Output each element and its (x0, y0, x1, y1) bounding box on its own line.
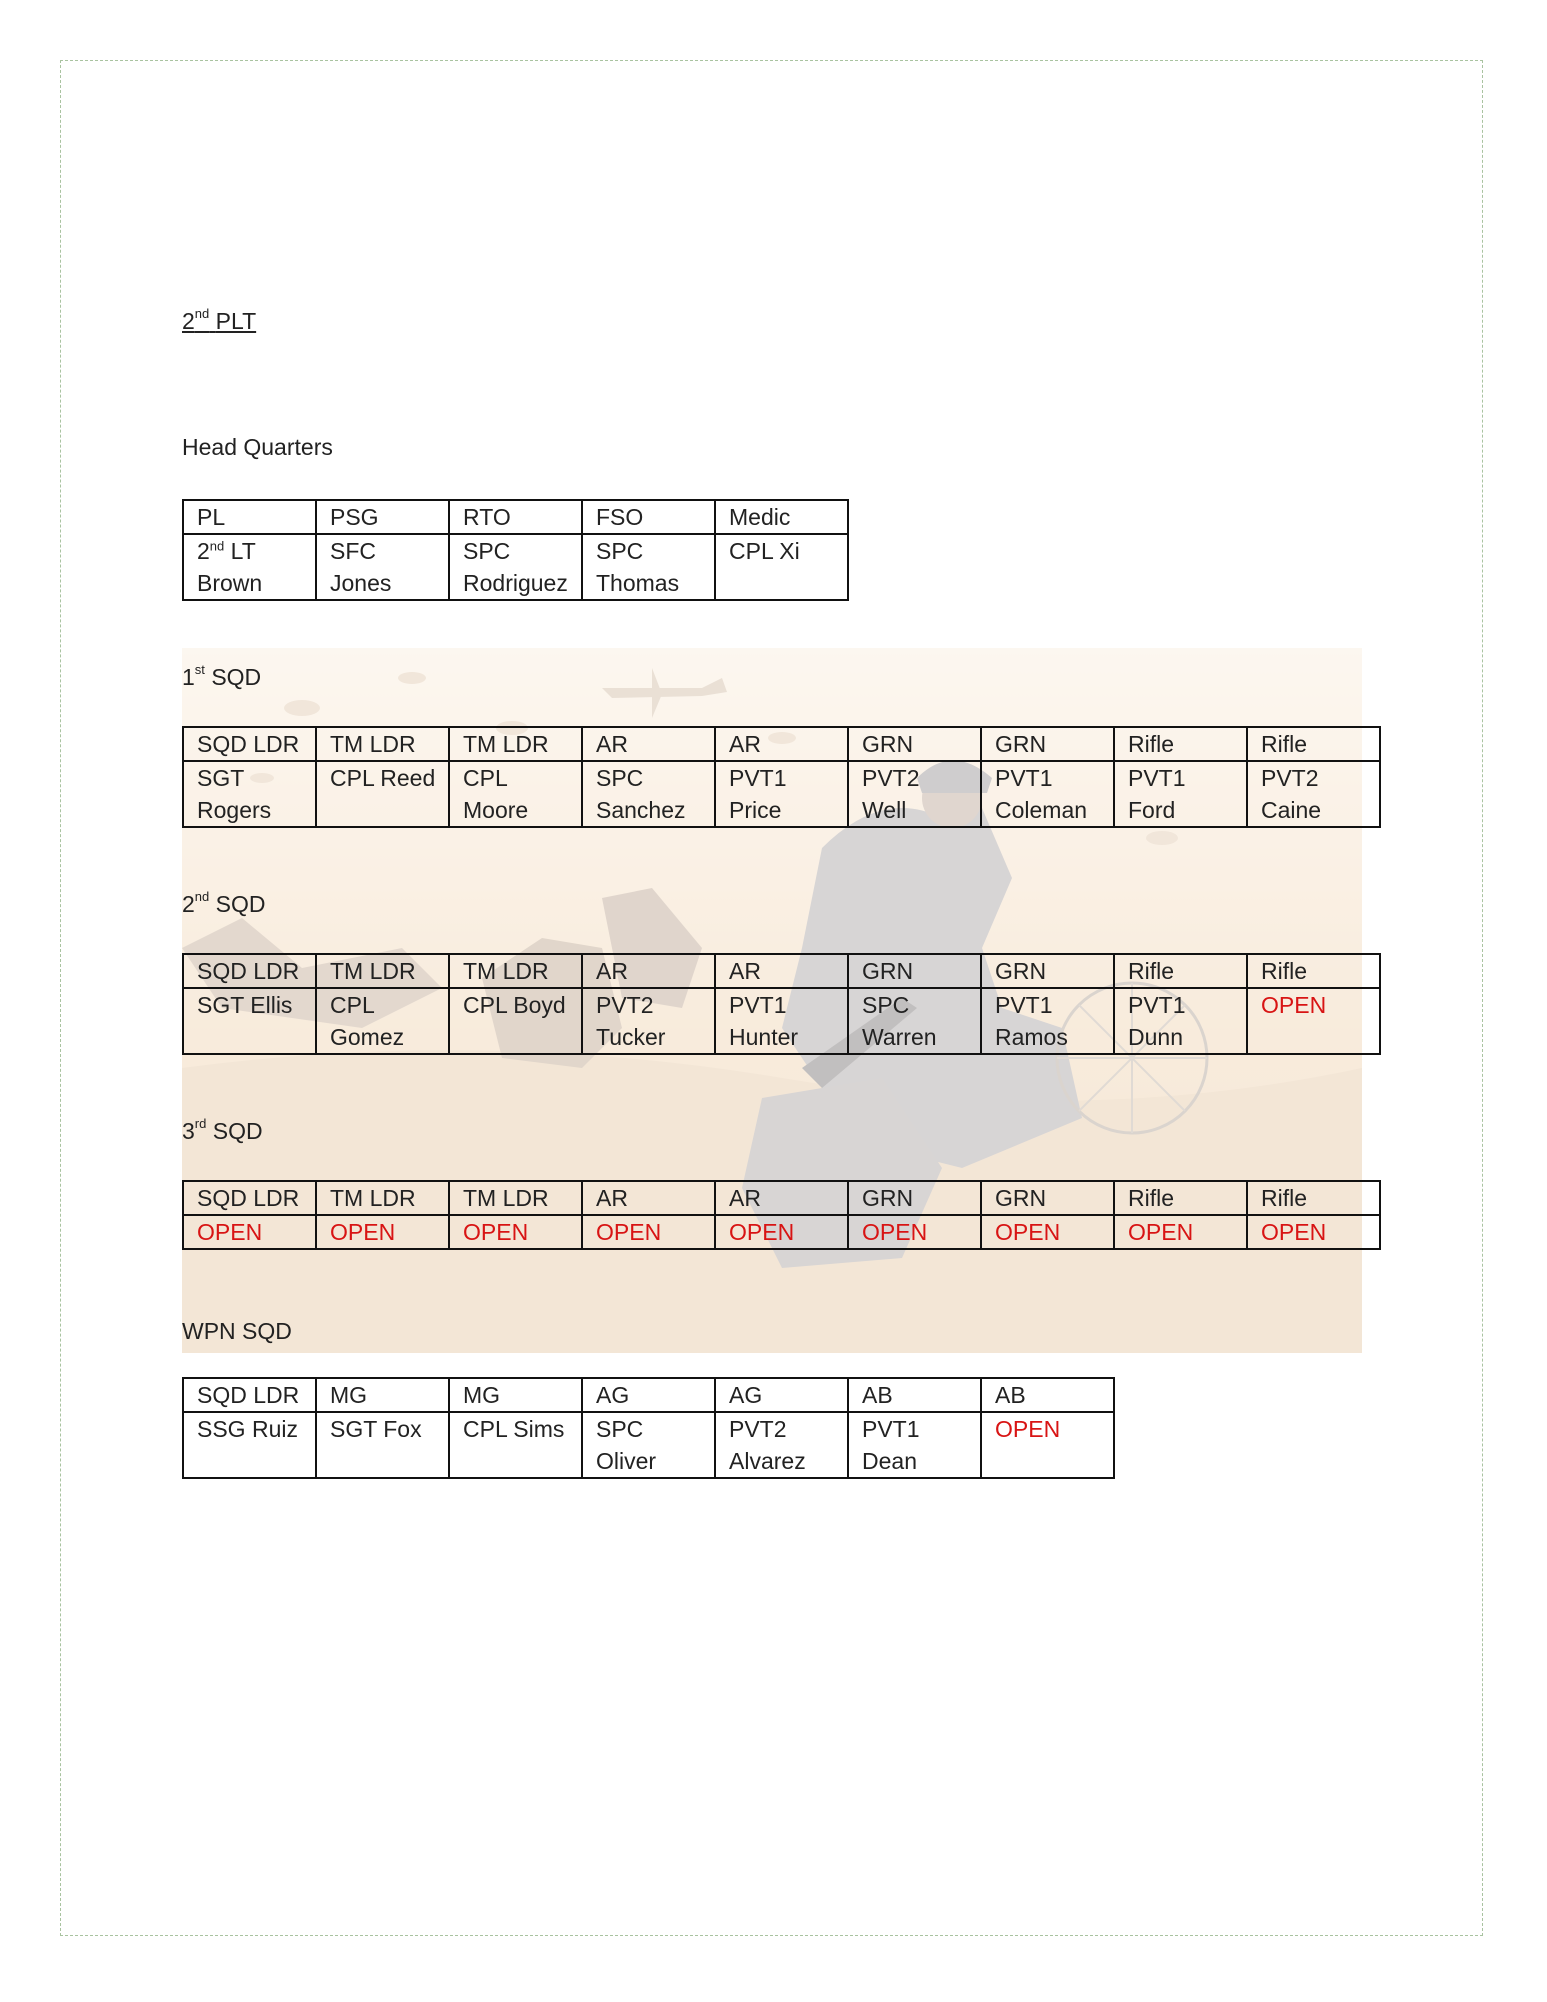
role-cell: Rifle (1247, 954, 1380, 988)
member-name: Oliver (596, 1448, 657, 1474)
member-name: Moore (463, 797, 529, 823)
member-name: OPEN (330, 1219, 396, 1245)
member-name: OPEN (463, 1219, 529, 1245)
member-name: CPL Sims (463, 1416, 565, 1442)
member-row (183, 761, 1380, 827)
member-name: Alvarez (729, 1448, 806, 1474)
squad-number: 1 (182, 664, 195, 690)
platoon-label: PLT (215, 308, 257, 334)
role-row (183, 500, 848, 534)
member-cell (981, 988, 1114, 1054)
member-cell (183, 988, 316, 1054)
member-cell (715, 534, 848, 600)
role-cell: GRN (848, 954, 981, 988)
member-cell (848, 761, 981, 827)
role-cell: GRN (981, 727, 1114, 761)
role-cell: SQD LDR (183, 1378, 316, 1412)
member-name: PVT2 (729, 1416, 787, 1442)
role-cell: Rifle (1114, 1181, 1247, 1215)
member-name: Rodriguez (463, 570, 568, 596)
role-cell: SQD LDR (183, 727, 316, 761)
member-cell (715, 988, 848, 1054)
member-name: PVT2 (1261, 765, 1319, 791)
role-row (183, 1181, 1380, 1215)
member-name: OPEN (1261, 1219, 1327, 1245)
squad-ordinal-suffix: st (194, 662, 205, 678)
member-name: SPC (596, 1416, 644, 1442)
weapons-squad-table (182, 1377, 1115, 1479)
member-name: CPL (330, 992, 375, 1018)
squad-ordinal-suffix: nd (194, 889, 210, 905)
member-cell (1247, 988, 1380, 1054)
member-cell (981, 1412, 1114, 1478)
role-cell: GRN (981, 954, 1114, 988)
role-cell: AR (715, 954, 848, 988)
role-cell: AB (981, 1378, 1114, 1412)
member-cell (316, 761, 449, 827)
role-cell: GRN (848, 1181, 981, 1215)
member-name: 2nd LT (197, 538, 256, 564)
role-cell: SQD LDR (183, 954, 316, 988)
member-name: PVT1 (1128, 992, 1186, 1018)
member-cell (1114, 761, 1247, 827)
role-cell: TM LDR (449, 727, 582, 761)
role-cell: FSO (582, 500, 715, 534)
member-name: OPEN (995, 1416, 1061, 1442)
member-name: CPL Reed (330, 765, 436, 791)
member-name: Gomez (330, 1024, 405, 1050)
member-cell (582, 1412, 715, 1478)
role-cell: Rifle (1247, 727, 1380, 761)
member-name: OPEN (1261, 992, 1327, 1018)
role-cell: TM LDR (449, 954, 582, 988)
squad-label: SQD (211, 664, 262, 690)
member-cell (582, 988, 715, 1054)
squad-2-table (182, 953, 1381, 1055)
member-name: SFC (330, 538, 376, 564)
member-cell (449, 1412, 582, 1478)
role-cell: TM LDR (316, 727, 449, 761)
member-cell (848, 988, 981, 1054)
member-cell (449, 1215, 582, 1249)
role-cell: RTO (449, 500, 582, 534)
member-name: Dean (862, 1448, 917, 1474)
member-cell (316, 988, 449, 1054)
member-name: SPC (463, 538, 511, 564)
member-name: SGT Fox (330, 1416, 422, 1442)
member-cell (316, 1215, 449, 1249)
member-name: CPL Xi (729, 538, 800, 564)
member-name: PVT1 (1128, 765, 1186, 791)
member-name: SPC (596, 538, 644, 564)
member-name: PVT1 (995, 992, 1053, 1018)
member-name: OPEN (1128, 1219, 1194, 1245)
role-cell: MG (316, 1378, 449, 1412)
squad-1-table (182, 726, 1381, 828)
member-cell (1247, 1215, 1380, 1249)
member-cell (316, 1412, 449, 1478)
member-name: Caine (1261, 797, 1322, 823)
platoon-number: 2 (182, 308, 195, 334)
role-row (183, 1378, 1114, 1412)
member-cell (183, 534, 316, 600)
member-name: OPEN (729, 1219, 795, 1245)
member-cell (848, 1412, 981, 1478)
platoon-ordinal-suffix: nd (194, 306, 210, 322)
member-name: OPEN (596, 1219, 662, 1245)
member-cell (715, 1215, 848, 1249)
member-name: Brown (197, 570, 263, 596)
member-name: SGT Ellis (197, 992, 293, 1018)
member-cell (582, 761, 715, 827)
member-cell (1247, 761, 1380, 827)
role-cell: AR (715, 727, 848, 761)
member-name: OPEN (995, 1219, 1061, 1245)
role-row (183, 954, 1380, 988)
role-cell: AR (715, 1181, 848, 1215)
member-name: SPC (862, 992, 910, 1018)
squad-label: SQD (215, 891, 266, 917)
member-name: Warren (862, 1024, 937, 1050)
member-cell (981, 1215, 1114, 1249)
member-row (183, 988, 1380, 1054)
member-name: Sanchez (596, 797, 686, 823)
role-cell: GRN (981, 1181, 1114, 1215)
member-cell (715, 1412, 848, 1478)
hq-table (182, 499, 849, 601)
member-name: CPL (463, 765, 508, 791)
role-cell: PL (183, 500, 316, 534)
squad-number: 3 (182, 1118, 195, 1144)
role-cell: GRN (848, 727, 981, 761)
role-cell: TM LDR (316, 1181, 449, 1215)
role-cell: Rifle (1114, 727, 1247, 761)
member-cell (582, 534, 715, 600)
member-cell (183, 1412, 316, 1478)
role-cell: AG (715, 1378, 848, 1412)
weapons-squad-heading: WPN SQD (182, 1318, 292, 1344)
member-name: PVT1 (729, 992, 787, 1018)
role-cell: SQD LDR (183, 1181, 316, 1215)
member-name: Rogers (197, 797, 272, 823)
member-row (183, 1412, 1114, 1478)
member-cell (715, 761, 848, 827)
role-cell: Rifle (1114, 954, 1247, 988)
member-name: Hunter (729, 1024, 799, 1050)
member-cell (1114, 988, 1247, 1054)
role-cell: AR (582, 727, 715, 761)
member-name: OPEN (862, 1219, 928, 1245)
member-cell (183, 761, 316, 827)
member-name: SSG Ruiz (197, 1416, 298, 1442)
member-name: SPC (596, 765, 644, 791)
role-cell: Rifle (1247, 1181, 1380, 1215)
member-cell (449, 988, 582, 1054)
member-name: PVT2 (596, 992, 654, 1018)
member-name: Tucker (596, 1024, 666, 1050)
member-cell (183, 1215, 316, 1249)
role-cell: AR (582, 954, 715, 988)
role-cell: PSG (316, 500, 449, 534)
member-name: Ramos (995, 1024, 1068, 1050)
member-cell (316, 534, 449, 600)
member-name: Coleman (995, 797, 1088, 823)
member-name: SGT (197, 765, 245, 791)
squad-3-table (182, 1180, 1381, 1250)
member-name: PVT1 (995, 765, 1053, 791)
squad-number: 2 (182, 891, 195, 917)
squad-2-heading (182, 890, 266, 918)
member-name: Jones (330, 570, 392, 596)
member-name: CPL Boyd (463, 992, 566, 1018)
platoon-title (182, 307, 256, 335)
hq-heading: Head Quarters (182, 434, 333, 460)
member-name: PVT1 (862, 1416, 920, 1442)
member-name: Ford (1128, 797, 1176, 823)
member-name: Well (862, 797, 907, 823)
member-cell (1114, 1215, 1247, 1249)
member-name: PVT2 (862, 765, 920, 791)
role-cell: AG (582, 1378, 715, 1412)
role-cell: TM LDR (449, 1181, 582, 1215)
role-cell: AB (848, 1378, 981, 1412)
squad-ordinal-suffix: rd (194, 1116, 207, 1132)
member-cell (582, 1215, 715, 1249)
squad-3-heading (182, 1117, 263, 1145)
role-cell: AR (582, 1181, 715, 1215)
squad-label: SQD (212, 1118, 263, 1144)
member-cell (848, 1215, 981, 1249)
member-name: OPEN (197, 1219, 263, 1245)
role-cell: MG (449, 1378, 582, 1412)
member-row (183, 534, 848, 600)
role-row (183, 727, 1380, 761)
member-name: Dunn (1128, 1024, 1183, 1050)
role-cell: Medic (715, 500, 848, 534)
member-name: Price (729, 797, 782, 823)
squad-1-heading (182, 663, 261, 691)
member-row (183, 1215, 1380, 1249)
member-cell (449, 534, 582, 600)
member-cell (981, 761, 1114, 827)
member-name: Thomas (596, 570, 680, 596)
role-cell: TM LDR (316, 954, 449, 988)
member-cell (449, 761, 582, 827)
member-name: PVT1 (729, 765, 787, 791)
